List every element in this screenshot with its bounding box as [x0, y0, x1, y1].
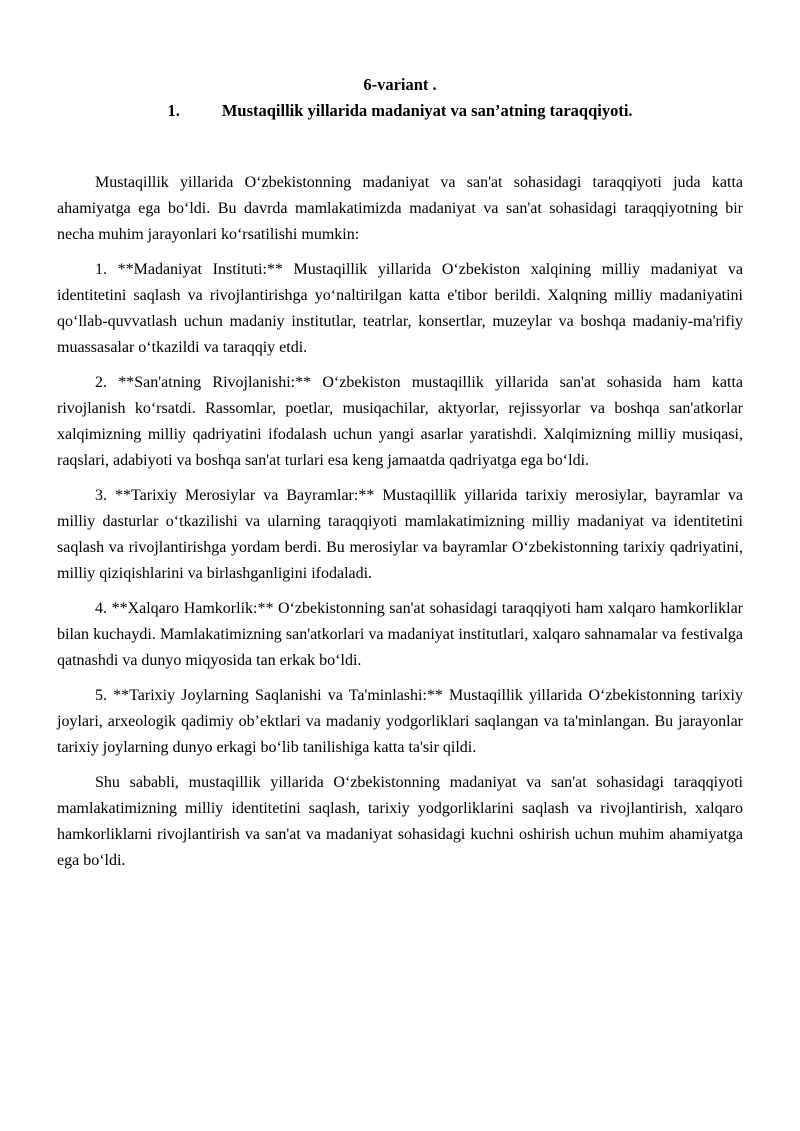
paragraph-intro: Mustaqillik yillarida Oʻzbekistonning madaniyat va san'at sohasidagi taraqqiyoti juda katta ahamiyatga ega boʻldi. Bu davrda mamlakatimizda madaniyat va san'at sohasidagi taraqqiyotning bir necha muhim jarayonlari koʻrsatilishi mumkin: — [57, 174, 743, 243]
heading-text: Mustaqillik yillarida madaniyat va san’atning taraqqiyoti. — [221, 101, 633, 120]
paragraph-tarixiy-joylar: 5. **Tarixiy Joylarning Saqlanishi va Ta'minlashi:** Mustaqillik yillarida Oʻzbekistonning tarixiy joylari, arxeologik qadimiy ob’ektlari va madaniy yodgorliklari saqlangan va ta'minlangan. Bu jarayonlar tarixiy joylarning dunyo erkagi boʻlib tanilishiga katta ta'sir qildi. — [57, 687, 743, 756]
paragraph-xalqaro-hamkorlik: 4. **Xalqaro Hamkorlik:** Oʻzbekistonning san'at sohasidagi taraqqiyoti ham xalqaro hamkorliklar bilan kuchaydi. Mamlakatimizning san'atkorlari va madaniyat institutlari, xalqaro sahnamalar va festivalga qatnashdi va dunyo miqyosida tan erkak boʻldi. — [57, 600, 743, 669]
variant-title: 6-variant . — [363, 75, 437, 94]
paragraph-conclusion: Shu sababli, mustaqillik yillarida Oʻzbekistonning madaniyat va san'at sohasidagi taraqqiyoti mamlakatimizning milliy identitetini saqlash, tarixiy yodgorliklarini saqlash va rivojlantirish, xalqaro hamkorliklarni rivojlantirish va san'at va madaniyat sohasidagi kuchni oshirish uchun muhim ahamiyatga ega boʻldi. — [57, 774, 743, 869]
paragraph-madaniyat-instituti: 1. **Madaniyat Instituti:** Mustaqillik yillarida Oʻzbekiston xalqining milliy madaniyat va identitetini saqlash va rivojlantirishga yoʻnaltirilgan katta e'tibor berildi. Xalqning milliy madaniyatini qoʻllab-quvvatlash uchun madaniy institutlar, teatrlar, konsertlar, muzeylar va boshqa madaniy-ma'rifiy muassasalar oʻtkazildi va taraqqiy etdi. — [57, 261, 743, 356]
heading-number: 1. — [167, 101, 180, 120]
document-body — [57, 170, 743, 874]
document-heading — [57, 98, 743, 124]
paragraph-sanatning-rivojlanishi: 2. **San'atning Rivojlanishi:** Oʻzbekiston mustaqillik yillarida san'at sohasida ham katta rivojlanish koʻrsatdi. Rassomlar, poetlar, musiqachilar, aktyorlar, rejissyorlar va boshqa san'atkorlar xalqimizning milliy qadriyatini ifodalash uchun yangi asarlar yaratishdi. Xalqimizning milliy musiqasi, raqslari, adabiyoti va boshqa san'at turlari esa keng jamaatda qadriyatga ega boʻldi. — [57, 374, 743, 469]
paragraph-tarixiy-merosiylar: 3. **Tarixiy Merosiylar va Bayramlar:** Mustaqillik yillarida tarixiy merosiylar, bayramlar va milliy dasturlar oʻtkazilishi va ularning taraqqiyoti mamlakatimizning milliy madaniyat va identitetini saqlash va rivojlantirishga yordam berdi. Bu merosiylar va bayramlar Oʻzbekistonning tarixiy qadriyatini, milliy qiziqishlarini va birlashganligini ifodaladi. — [57, 487, 743, 582]
